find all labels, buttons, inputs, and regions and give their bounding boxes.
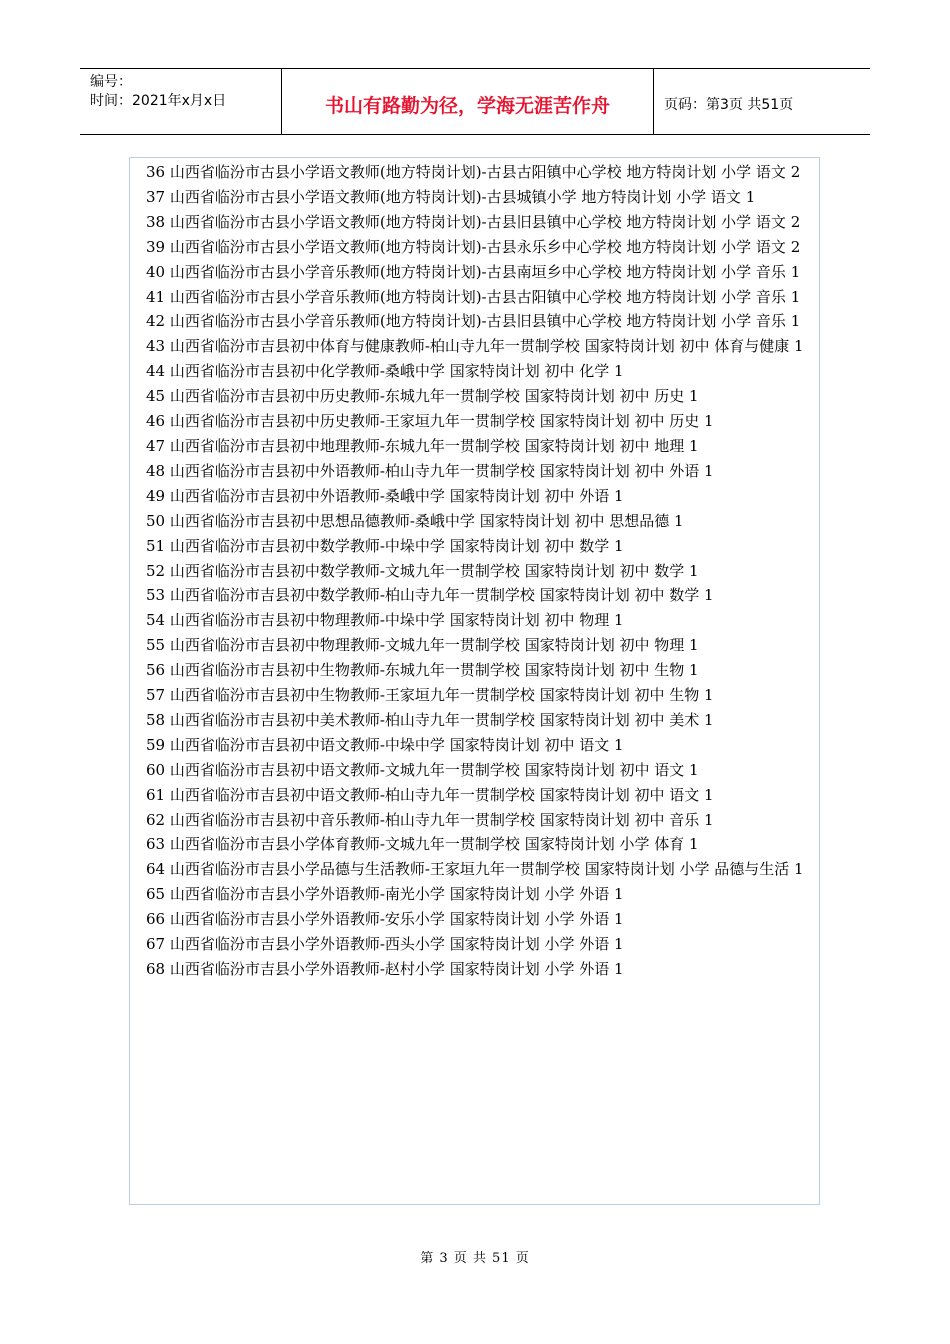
list-item: 40 山西省临汾市古县小学音乐教师(地方特岗计划)-古县南垣乡中心学校 地方特岗计划 小学 音乐 1 — [146, 262, 801, 281]
content-box — [129, 157, 820, 1205]
list-item: 39 山西省临汾市古县小学语文教师(地方特岗计划)-古县永乐乡中心学校 地方特岗计划 小学 语文 2 — [146, 237, 801, 256]
list-item: 68 山西省临汾市吉县小学外语教师-赵村小学 国家特岗计划 小学 外语 1 — [146, 960, 624, 978]
list-item: 43 山西省临汾市吉县初中体育与健康教师-柏山寺九年一贯制学校 国家特岗计划 初中 体育与健康 1 — [146, 337, 804, 356]
header-motto: 书山有路勤为径，学海无涯苦作舟 — [282, 69, 654, 134]
list-item: 41 山西省临汾市古县小学音乐教师(地方特岗计划)-古县古阳镇中心学校 地方特岗计划 小学 音乐 1 — [146, 287, 801, 306]
list-item: 64 山西省临汾市吉县小学品德与生活教师-王家垣九年一贯制学校 国家特岗计划 小学 品德与生活 1 — [146, 860, 804, 879]
list-item: 42 山西省临汾市古县小学音乐教师(地方特岗计划)-古县旧县镇中心学校 地方特岗计划 小学 音乐 1 — [146, 312, 801, 331]
list-item: 36 山西省临汾市古县小学语文教师(地方特岗计划)-古县古阳镇中心学校 地方特岗计划 小学 语文 2 — [146, 163, 801, 181]
page-header — [80, 68, 870, 135]
list-item: 53 山西省临汾市吉县初中数学教师-柏山寺九年一贯制学校 国家特岗计划 初中 数学 1 — [146, 586, 714, 605]
list-item: 56 山西省临汾市吉县初中生物教师-东城九年一贯制学校 国家特岗计划 初中 生物 1 — [146, 661, 699, 680]
list-item: 63 山西省临汾市吉县小学体育教师-文城九年一贯制学校 国家特岗计划 小学 体育 1 — [146, 835, 699, 854]
list-item: 60 山西省临汾市吉县初中语文教师-文城九年一贯制学校 国家特岗计划 初中 语文 1 — [146, 760, 699, 779]
list-item: 59 山西省临汾市吉县初中语文教师-中垛中学 国家特岗计划 初中 语文 1 — [146, 735, 624, 754]
list-item: 65 山西省临汾市吉县小学外语教师-南光小学 国家特岗计划 小学 外语 1 — [146, 885, 624, 904]
list-item: 54 山西省临汾市吉县初中物理教师-中垛中学 国家特岗计划 初中 物理 1 — [146, 611, 624, 630]
list-item: 55 山西省临汾市吉县初中物理教师-文城九年一贯制学校 国家特岗计划 初中 物理 1 — [146, 636, 699, 655]
list-item: 47 山西省临汾市吉县初中地理教师-东城九年一贯制学校 国家特岗计划 初中 地理 1 — [146, 436, 699, 455]
list-item: 62 山西省临汾市吉县初中音乐教师-柏山寺九年一贯制学校 国家特岗计划 初中 音乐 1 — [146, 810, 714, 829]
list-item: 50 山西省临汾市吉县初中思想品德教师-桑峨中学 国家特岗计划 初中 思想品德 1 — [146, 511, 684, 530]
list-item: 52 山西省临汾市吉县初中数学教师-文城九年一贯制学校 国家特岗计划 初中 数学 1 — [146, 561, 699, 580]
list-item: 48 山西省临汾市吉县初中外语教师-柏山寺九年一贯制学校 国家特岗计划 初中 外语 1 — [146, 461, 714, 480]
list-item: 49 山西省临汾市吉县初中外语教师-桑峨中学 国家特岗计划 初中 外语 1 — [146, 486, 624, 505]
list-item: 66 山西省临汾市吉县小学外语教师-安乐小学 国家特岗计划 小学 外语 1 — [146, 910, 624, 929]
list-item: 51 山西省临汾市吉县初中数学教师-中垛中学 国家特岗计划 初中 数学 1 — [146, 536, 624, 555]
list-item: 45 山西省临汾市吉县初中历史教师-东城九年一贯制学校 国家特岗计划 初中 历史 1 — [146, 387, 699, 406]
code-label: 编号： — [90, 74, 132, 90]
list-item: 44 山西省临汾市吉县初中化学教师-桑峨中学 国家特岗计划 初中 化学 1 — [146, 362, 624, 381]
entry-list — [146, 160, 805, 982]
header-page-info: 页码：第3页 共51页 — [664, 96, 794, 113]
list-item: 38 山西省临汾市古县小学语文教师(地方特岗计划)-古县旧县镇中心学校 地方特岗计划 小学 语文 2 — [146, 212, 801, 231]
list-item: 67 山西省临汾市吉县小学外语教师-西头小学 国家特岗计划 小学 外语 1 — [146, 935, 624, 954]
list-item: 46 山西省临汾市吉县初中历史教师-王家垣九年一贯制学校 国家特岗计划 初中 历史 1 — [146, 412, 714, 431]
list-item: 61 山西省临汾市吉县初中语文教师-柏山寺九年一贯制学校 国家特岗计划 初中 语文 1 — [146, 785, 714, 804]
list-item: 57 山西省临汾市吉县初中生物教师-王家垣九年一贯制学校 国家特岗计划 初中 生物 1 — [146, 686, 714, 705]
header-meta — [80, 69, 282, 134]
time-label: 时间：2021年x月x日 — [90, 93, 227, 109]
list-item: 58 山西省临汾市吉县初中美术教师-柏山寺九年一贯制学校 国家特岗计划 初中 美术 1 — [146, 710, 714, 729]
list-item: 37 山西省临汾市古县小学语文教师(地方特岗计划)-古县城镇小学 地方特岗计划 小学 语文 1 — [146, 187, 756, 206]
page-footer: 第 3 页 共 51 页 — [420, 1251, 530, 1266]
